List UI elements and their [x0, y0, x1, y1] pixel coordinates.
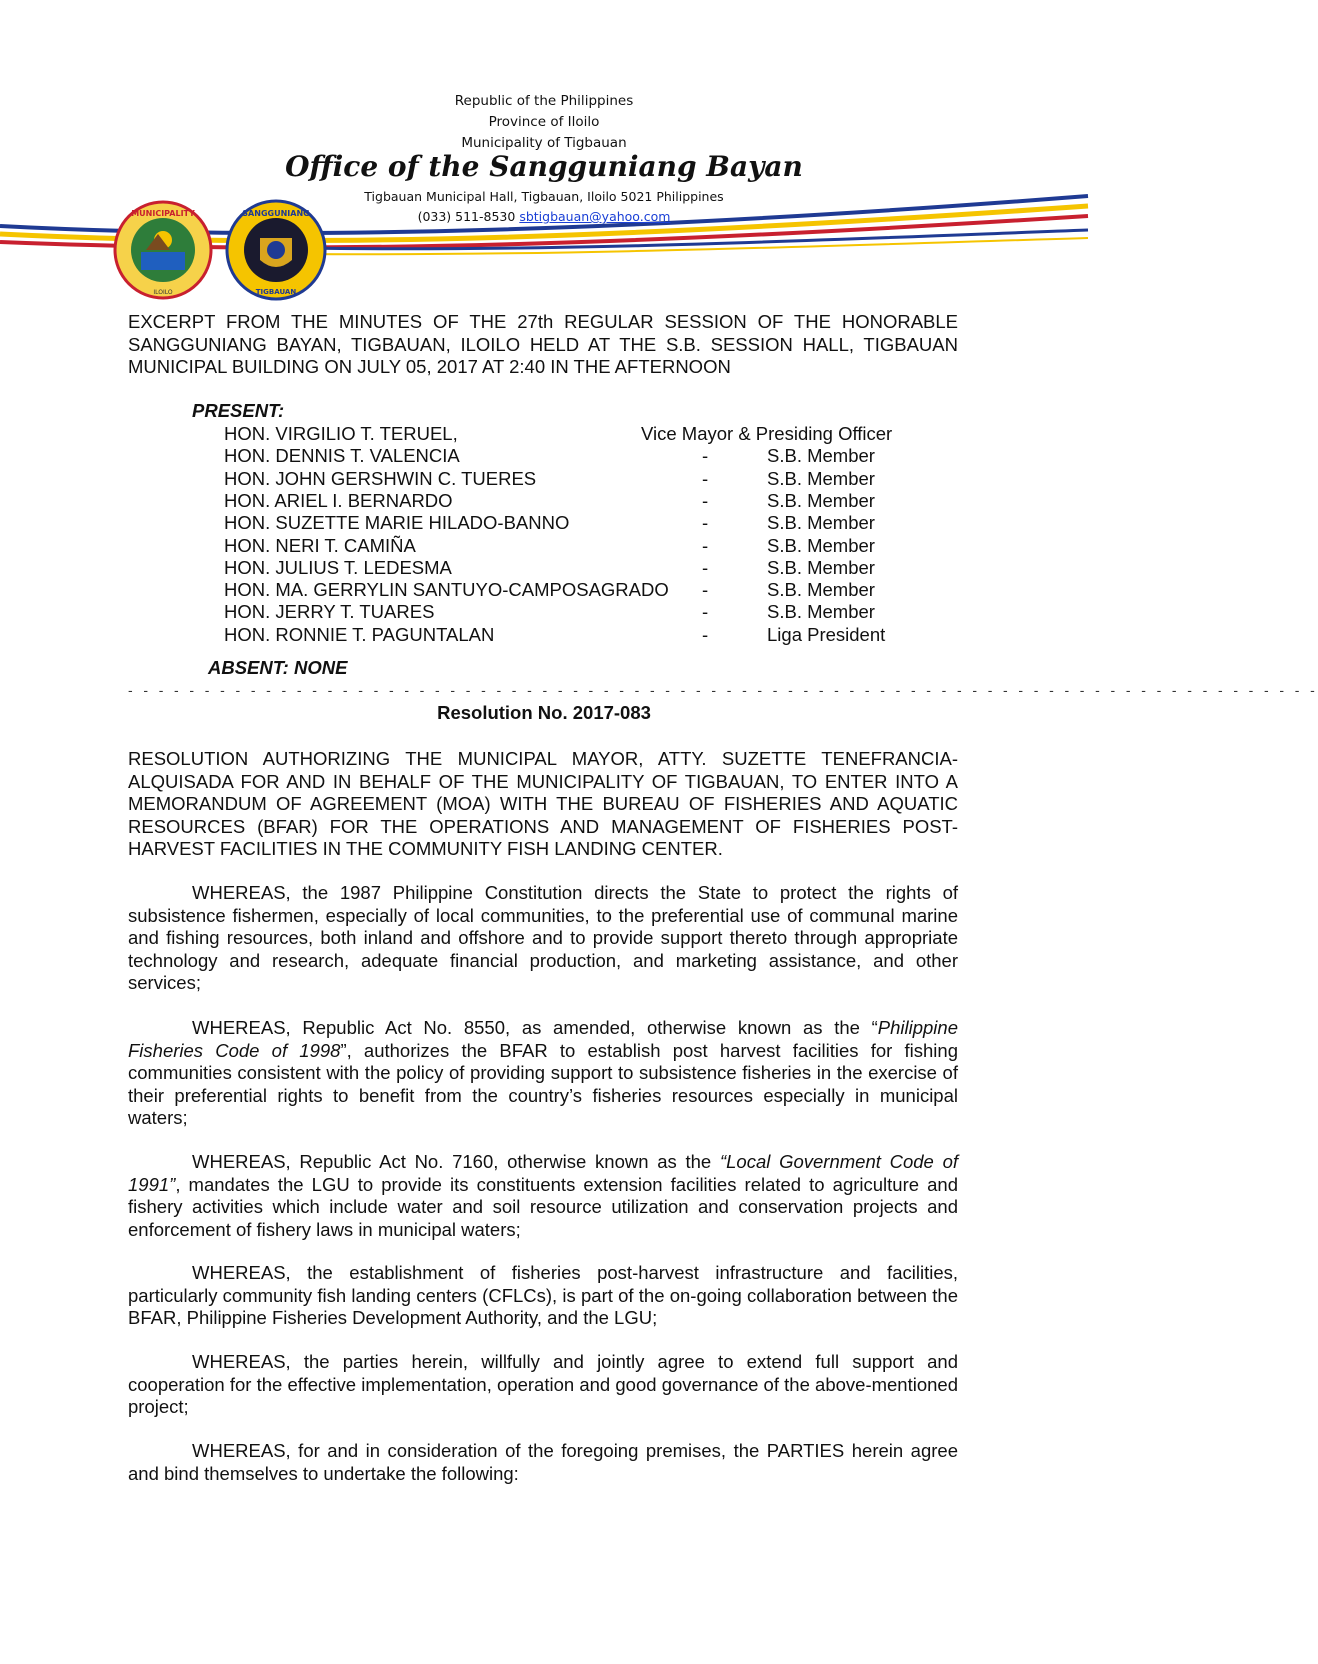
member-name: HON. NERI T. CAMIÑA: [224, 534, 416, 556]
member-role: Liga President: [767, 623, 886, 645]
member-role: S.B. Member: [767, 601, 875, 623]
member-role: S.B. Member: [767, 556, 875, 578]
member-role: S.B. Member: [767, 534, 875, 556]
present-member-row: [224, 490, 924, 513]
member-role: Vice Mayor & Presiding Officer: [641, 423, 893, 444]
whereas-text-cont: ”, authorizes the BFAR to establish post harvest facilities for fishing communities consistent with the policy of providing support to subsistence fisheries in the exercise of their preferential rights to benefit from the country’s fisheries resources especially in municipal waters;: [128, 1039, 958, 1128]
whereas-text: WHEREAS, for and in consideration of the foregoing premises, the PARTIES herein agree and bind themselves to undertake the following:: [128, 1440, 958, 1484]
contact-email-link[interactable]: sbtigbauan@yahoo.com: [519, 209, 671, 224]
svg-text:SANGGUNIANG: SANGGUNIANG: [242, 209, 310, 218]
present-label: PRESENT:: [192, 400, 285, 421]
member-name: HON. JOHN GERSHWIN C. TUERES: [224, 467, 537, 489]
letterhead-municipality: Municipality of Tigbauan: [461, 135, 627, 151]
whereas-text: WHEREAS, the parties herein, willfully and jointly agree to extend full support and cooperation for the effective implementation, operation and good governance of the above-mentioned project;: [128, 1351, 958, 1417]
whereas-text: WHEREAS, the establishment of fisheries post-harvest infrastructure and facilities, particularly community fish landing centers (CFLCs), is part of the on-going collaboration between the BFAR, Philippine Fisheries Development Authority, and the LGU;: [128, 1262, 958, 1328]
member-role: S.B. Member: [767, 445, 875, 467]
member-name: HON. JULIUS T. LEDESMA: [224, 556, 452, 578]
member-dash: -: [702, 512, 709, 534]
member-name: HON. DENNIS T. VALENCIA: [224, 445, 460, 467]
whereas-text: WHEREAS, Republic Act No. 8550, as amended, otherwise known as the “: [192, 1017, 878, 1038]
member-name: HON. JERRY T. TUARES: [224, 601, 435, 623]
member-dash: -: [702, 534, 709, 556]
member-name: HON. RONNIE T. PAGUNTALAN: [224, 623, 495, 645]
whereas-paragraph-2: [128, 1017, 958, 1130]
present-member-row: [224, 535, 924, 558]
letterhead-contact: [0, 209, 1088, 224]
letterhead-country: Republic of the Philippines: [454, 93, 634, 109]
member-role: S.B. Member: [767, 512, 875, 534]
resolution-number: Resolution No. 2017-083: [437, 702, 651, 723]
contact-phone: (033) 511-8530: [417, 209, 516, 224]
member-dash: -: [702, 579, 709, 601]
whereas-paragraph-6: [128, 1440, 958, 1485]
svg-text:ILOILO: ILOILO: [153, 289, 173, 296]
letterhead-province: Province of Iloilo: [488, 114, 600, 130]
svg-text:MUNICIPALITY: MUNICIPALITY: [131, 209, 195, 218]
whereas-paragraph-5: [128, 1351, 958, 1419]
present-member-row: [224, 445, 924, 468]
excerpt-heading: [128, 311, 958, 379]
letterhead-address: Tigbauan Municipal Hall, Tigbauan, Iloilo 5021 Philippines: [364, 189, 724, 204]
member-name: HON. ARIEL I. BERNARDO: [224, 489, 453, 511]
member-role: S.B. Member: [767, 489, 875, 511]
whereas-citation: “Local Government Code of 1991”: [128, 1151, 959, 1195]
whereas-paragraph-1: [128, 882, 958, 995]
present-member-row: [224, 557, 924, 580]
absent-label: ABSENT: NONE: [208, 657, 348, 678]
whereas-text: WHEREAS, Republic Act No. 7160, otherwise known as the: [192, 1151, 720, 1172]
member-name: HON. MA. GERRYLIN SANTUYO-CAMPOSAGRADO: [224, 579, 669, 601]
member-role: S.B. Member: [767, 579, 875, 601]
resolution-title-block: [128, 748, 958, 861]
present-member-row: [224, 512, 924, 535]
excerpt-text: EXCERPT FROM THE MINUTES OF THE 27th REGULAR SESSION OF THE HONORABLE SANGGUNIANG BAYAN, TIGBAUAN, ILOILO HELD AT THE S.B. SESSION HALL, TIGBAUAN MUNICIPAL BUILDING ON JULY 05, 2017 AT 2:40 IN THE AFTERNOON: [128, 311, 958, 377]
present-member-row: [224, 468, 924, 491]
member-name: HON. VIRGILIO T. TERUEL,: [224, 423, 458, 444]
separator-line: - - - - - - - - - - - - - - - - - - - - - - - - - - - - - - - - - - - - - - - - - - - - - - - - - - - - - - - - - - - - - - - - - - - - - - - - - - - - - -: [128, 682, 1318, 698]
resolution-title: RESOLUTION AUTHORIZING THE MUNICIPAL MAYOR, ATTY. SUZETTE TENEFRANCIA-ALQUISADA FOR AND IN BEHALF OF THE MUNICIPALITY OF TIGBAUAN, TO ENTER INTO A MEMORANDUM OF AGREEMENT (MOA) WITH THE BUREAU OF FISHERIES AND AQUATIC RESOURCES (BFAR) FOR THE OPERATIONS AND MANAGEMENT OF FISHERIES POST-HARVEST FACILITIES IN THE COMMUNITY FISH LANDING CENTER.: [128, 748, 958, 859]
office-title: Office of the Sangguniang Bayan: [285, 150, 803, 183]
member-name: HON. SUZETTE MARIE HILADO-BANNO: [224, 512, 570, 534]
whereas-text: WHEREAS, the 1987 Philippine Constitution directs the State to protect the rights of subsistence fishermen, especially of local communities, to the preferential use of communal marine and fishing resources, both inland and offshore and to provide support thereto through appropriate technology and research, adequate financial production, and marketing assistance, and other services;: [128, 882, 958, 993]
whereas-paragraph-4: [128, 1262, 958, 1330]
member-dash: -: [702, 623, 709, 645]
svg-text:TIGBAUAN: TIGBAUAN: [255, 288, 297, 296]
present-member-row: [224, 579, 924, 602]
whereas-citation: Philippine Fisheries Code of 1998: [128, 1017, 958, 1061]
member-dash: -: [702, 467, 709, 489]
member-dash: -: [702, 601, 709, 623]
present-member-row: [224, 601, 924, 624]
present-member-row: [224, 423, 924, 446]
whereas-paragraph-3: [128, 1151, 958, 1241]
member-dash: -: [702, 445, 709, 467]
present-member-row: [224, 624, 924, 647]
whereas-text-cont: , mandates the LGU to provide its constituents extension facilities related to agriculture and fishery activities which include water and soil resource utilization and conservation projects and enforcement of fishery laws in municipal waters;: [128, 1173, 958, 1240]
member-dash: -: [702, 489, 709, 511]
member-role: S.B. Member: [767, 467, 875, 489]
member-dash: -: [702, 556, 709, 578]
